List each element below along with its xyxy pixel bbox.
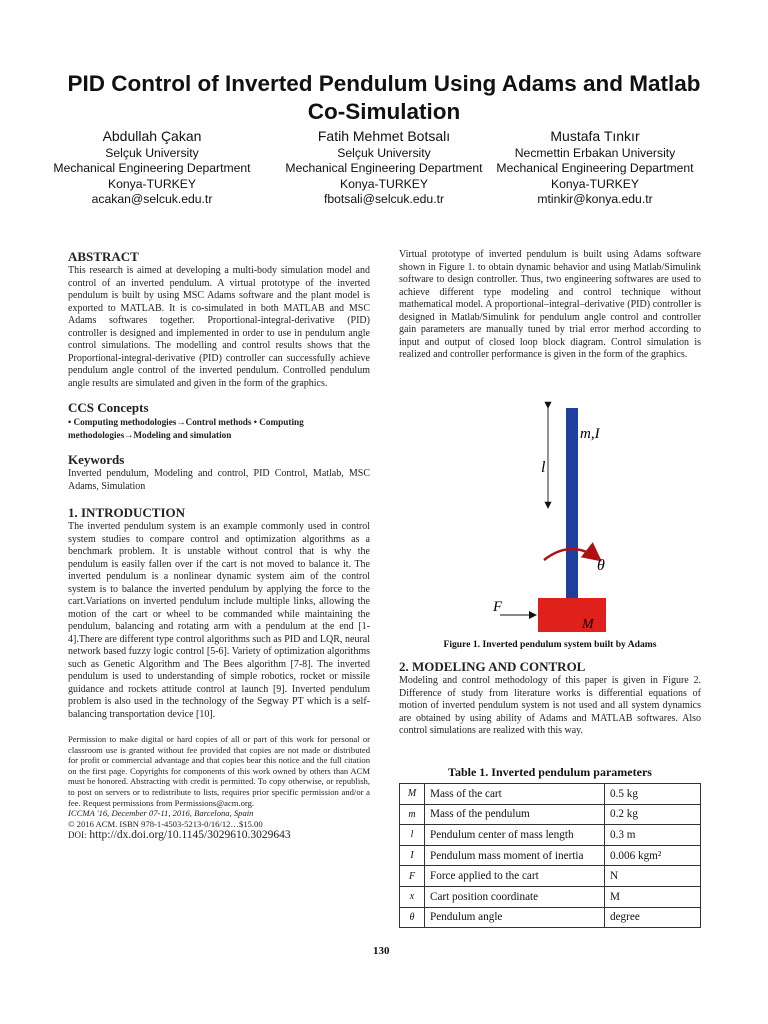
author-3: [479, 127, 711, 207]
inverted-pendulum-figure: [470, 398, 620, 638]
table-cell-description: Force applied to the cart: [425, 866, 605, 887]
table-cell-description: Cart position coordinate: [425, 886, 605, 907]
introduction-heading: 1. INTRODUCTION: [68, 505, 186, 520]
author-dept: Mechanical Engineering Department: [53, 161, 251, 176]
table-cell-value: M: [605, 886, 701, 907]
label-mass-inertia: m,I: [580, 426, 600, 442]
keywords-text: Inverted pendulum, Modeling and control, PID Control, Matlab, MSC Adams, Simulation: [68, 468, 370, 492]
paper-title: PID Control of Inverted Pendulum Using Adams and Matlab Co-Simulation: [67, 71, 701, 124]
table-cell-description: Mass of the pendulum: [425, 804, 605, 825]
label-length: l: [541, 459, 546, 476]
table-cell-value: N: [605, 866, 701, 887]
permission-text: Permission to make digital or hard copies of all or part of this work for personal or classroom use is granted without fee provided that copies are not made or distributed for profit or commercial advantage and that copies bear this notice and the full citation on the first page. Copyrights for components of this work owned by others than ACM must be honored. Abstracting with credit is permitted. To copy otherwise, or republish, to post on servers or to redistribute to lists, requires prior specific permission and/or a fee. Request permissions from Permissions@acm.org.: [68, 734, 370, 808]
right-column: [399, 249, 701, 362]
table-cell-symbol: θ: [400, 907, 425, 928]
pendulum-rod: [566, 408, 578, 601]
table-cell-value: 0.3 m: [605, 825, 701, 846]
table-cell-value: 0.2 kg: [605, 804, 701, 825]
table-cell-symbol: M: [400, 784, 425, 805]
author-1: [36, 127, 268, 207]
ccs-heading: CCS Concepts: [68, 400, 149, 415]
copyright-line: © 2016 ACM. ISBN 978-1-4503-5213-0/16/12…$15.00: [68, 818, 263, 829]
table-cell-value: degree: [605, 907, 701, 928]
label-theta: θ: [597, 557, 605, 574]
conference-line: ICCMA '16, December 07-11, 2016, Barcelona, Spain: [68, 808, 254, 819]
author-location: Konya-TURKEY: [107, 176, 197, 191]
table-cell-symbol: F: [400, 866, 425, 887]
right-intro-text: Virtual prototype of inverted pendulum is built using Adams software shown in Figure 1. to obtain dynamic behavior and using Matlab/Simulink software to design controller. Thus, two engineering softwares are used to achieve different type modeling and control technique without mathematical model. A proportional–integral–derivative (PID) controller is designed in Matlab/Simulink for pendulum angle control and controller gain parameters are manually tuned by trial error merhod according to input and output of closed loop block diagram. Control simulation is realized and controller performance is given in the form of the graphics.: [399, 249, 701, 360]
table-row: [400, 866, 701, 887]
author-email: fbotsali@selcuk.edu.tr: [323, 191, 445, 206]
author-name: Mustafa Tınkır: [550, 128, 640, 144]
figure-caption: Figure 1. Inverted pendulum system built by Adams: [443, 639, 657, 650]
author-email: mtinkir@konya.edu.tr: [537, 191, 653, 206]
label-cart-mass: M: [582, 617, 594, 632]
table-cell-description: Pendulum center of mass length: [425, 825, 605, 846]
table-row: [400, 784, 701, 805]
parameters-table: [399, 783, 701, 928]
author-location: Konya-TURKEY: [550, 176, 640, 191]
permission-block: [68, 734, 370, 842]
table-cell-value: 0.5 kg: [605, 784, 701, 805]
abstract-text: This research is aimed at developing a multi-body simulation model and control of an inverted pendulum. A virtual prototype of the inverted pendulum is built by using MSC Adams software and the plant model is exported to MATLAB. It is co-simulated in both MATLAB and MSC Adams softwares together. Proportional-integral-derivative (PID) controller is designed and implemented in order to use in pendulum angle control simulations. The modelling and control results shows that the Proportional-integral-derivative (PID) controller can successfully achieve pendulum angle control of the inverted pendulum. Controlled pendulum angle results are simulated and given in the form of the graphics.: [68, 265, 370, 389]
author-university: Necmettin Erbakan University: [514, 146, 676, 160]
table-cell-description: Pendulum angle: [425, 907, 605, 928]
author-name: Abdullah Çakan: [102, 128, 202, 144]
ccs-text: • Computing methodologies→Control methods • Computing methodologies→Modeling and simulation: [68, 417, 304, 440]
table-row: [400, 907, 701, 928]
doi-link[interactable]: http://dx.doi.org/10.1145/3029610.3029643: [89, 829, 291, 842]
table-title: Table 1. Inverted pendulum parameters: [448, 765, 652, 779]
author-university: Selçuk University: [337, 146, 431, 160]
table-cell-description: Mass of the cart: [425, 784, 605, 805]
table-cell-value: 0.006 kgm²: [605, 845, 701, 866]
label-force: F: [493, 599, 503, 615]
table-cell-symbol: m: [400, 804, 425, 825]
cart-block: [538, 598, 606, 632]
doi-label: DOI:: [68, 830, 87, 841]
table-row: [400, 886, 701, 907]
section-2: [399, 659, 701, 738]
author-dept: Mechanical Engineering Department: [285, 161, 483, 176]
table-row: [400, 804, 701, 825]
page-number: 130: [373, 945, 390, 957]
author-location: Konya-TURKEY: [339, 176, 429, 191]
author-name: Fatih Mehmet Botsalı: [317, 128, 451, 144]
author-university: Selçuk University: [105, 146, 199, 160]
keywords-heading: Keywords: [68, 452, 125, 467]
section-2-heading: 2. MODELING AND CONTROL: [399, 659, 586, 674]
table-cell-description: Pendulum mass moment of inertia: [425, 845, 605, 866]
table-cell-symbol: I: [400, 845, 425, 866]
left-column: [68, 249, 370, 842]
section-2-text: Modeling and control methodology of this paper is given in Figure 2. Difference of study from literature works is differential equations of motion of inverted pendulum system is not used and all system dynamics are obtained by using ability of Adams and MATLAB softwares. Also control simulations are realized with this way.: [399, 675, 701, 736]
author-2: [268, 127, 500, 207]
table-row: [400, 845, 701, 866]
introduction-text: The inverted pendulum system is an example commonly used in control system studies to compare control and optimization algorithms as a benchmark problem. It is unstable without control that is why the pendulum is easily fallen over if the cart is not moved to balance it. The inverted pendulum is a nonlinear dynamic system aim of the control system is to balance the inverted pendulum by applying the force to the cart.Variations on inverted pendulum include multiple links, allowing the motion of the cart or wheel to be commanded while maintaining the pendulum, balancing and rotating arm with a pendulum at the end [1-4].There are different type control algorithms such as PID and LQR, neural network based fuzzy logic control [5-6]. Variety of optimization algorithms such as Genetic Algorithm and The Bees algorithm [7-8]. The inverted pendulum is used to understanding of simple robotics, rocket or missile guidance and rockets attitude control at launch [9]. Inverted pendulum problem is also used in the technology of the Segway PT which is a self-balancing transportation device [10].: [68, 521, 370, 720]
table-row: [400, 825, 701, 846]
author-email: acakan@selcuk.edu.tr: [91, 191, 213, 206]
author-dept: Mechanical Engineering Department: [496, 161, 694, 176]
table-cell-symbol: l: [400, 825, 425, 846]
table-cell-symbol: x: [400, 886, 425, 907]
abstract-heading: ABSTRACT: [68, 249, 139, 264]
